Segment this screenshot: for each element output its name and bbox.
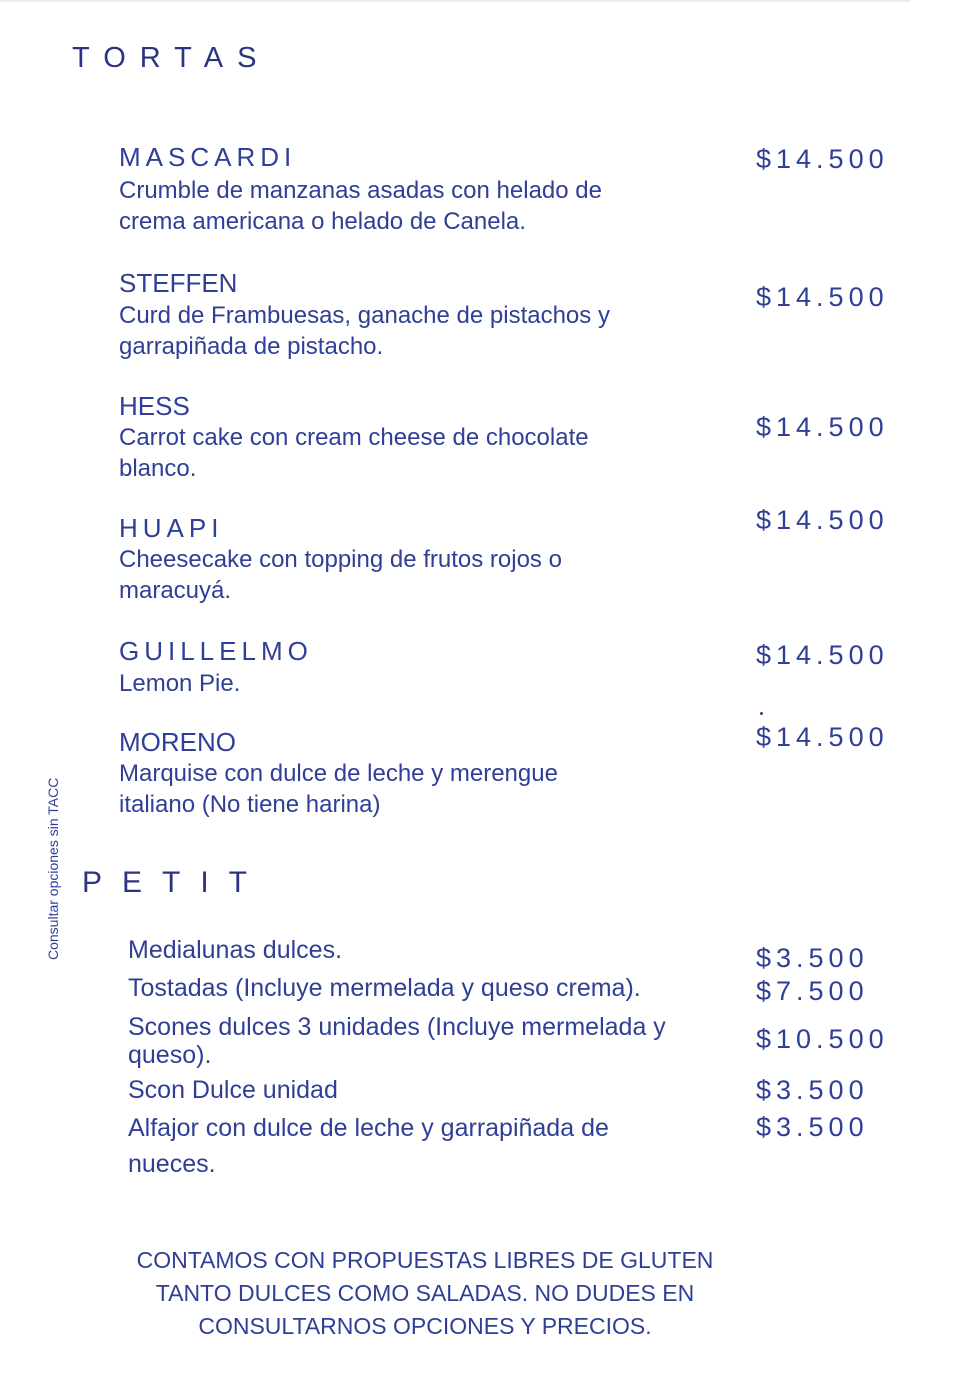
decorative-dot — [760, 712, 763, 715]
menu-item-description-moreno: Marquise con dulce de leche y merengue italiano (No tiene harina) — [119, 760, 558, 818]
top-divider — [0, 0, 910, 2]
petit-item-name: Scones dulces 3 unidades (Incluye mermelada y queso). — [128, 1013, 666, 1069]
menu-item-price-huapi: $14.500 — [756, 505, 889, 535]
menu-item-description-hess: Carrot cake con cream cheese de chocolate blanco. — [119, 424, 589, 482]
menu-item-name-steffen: STEFFEN — [119, 268, 238, 298]
footer-line: TANTO DULCES COMO SALADAS. NO DUDES EN — [155, 1280, 695, 1306]
section-title-tortas: TORTAS — [72, 42, 271, 74]
menu-item-price-guillelmo: $14.500 — [756, 640, 889, 670]
side-note-sin-tacc: Consultar opciones sin TACC — [45, 777, 61, 960]
menu-item-price-moreno: $14.500 — [756, 722, 889, 752]
petit-item-price: $3.500 — [756, 1112, 869, 1142]
menu-item-description-steffen: Curd de Frambuesas, ganache de pistachos y garrapiñada de pistacho. — [119, 302, 610, 360]
menu-item-price-steffen: $14.500 — [756, 282, 889, 312]
footer-line: CONTAMOS CON PROPUESTAS LIBRES DE GLUTEN — [136, 1247, 714, 1273]
menu-item-description-guillelmo: Lemon Pie. — [119, 670, 241, 697]
menu-item-description-huapi: Cheesecake con topping de frutos rojos o maracuyá. — [119, 546, 562, 604]
menu-item-name-mascardi: MASCARDI — [119, 142, 297, 172]
petit-item-name: Medialunas dulces. — [128, 936, 343, 964]
petit-item-name: Alfajor con dulce de leche y garrapiñada de nueces. — [128, 1114, 609, 1178]
footer-line: CONSULTARNOS OPCIONES Y PRECIOS. — [198, 1313, 652, 1339]
petit-item-price: $3.500 — [756, 1075, 869, 1105]
petit-item-price: $10.500 — [756, 1024, 889, 1054]
menu-item-price-mascardi: $14.500 — [756, 144, 889, 174]
petit-item-price: $7.500 — [756, 976, 869, 1006]
menu-item-name-huapi: HUAPI — [119, 513, 224, 543]
petit-item-name: Tostadas (Incluye mermelada y queso crema). — [128, 974, 641, 1002]
menu-item-name-hess: HESS — [119, 391, 190, 421]
petit-item-name: Scon Dulce unidad — [128, 1076, 338, 1104]
footer-notice — [100, 1244, 750, 1343]
menu-item-name-moreno: MORENO — [119, 727, 236, 757]
menu-item-description-mascardi: Crumble de manzanas asadas con helado de crema americana o helado de Canela. — [119, 177, 602, 235]
section-title-petit: PETIT — [82, 866, 268, 899]
petit-item-price: $3.500 — [756, 943, 869, 973]
menu-item-price-hess: $14.500 — [756, 412, 889, 442]
menu-item-name-guillelmo: GUILLELMO — [119, 636, 313, 666]
